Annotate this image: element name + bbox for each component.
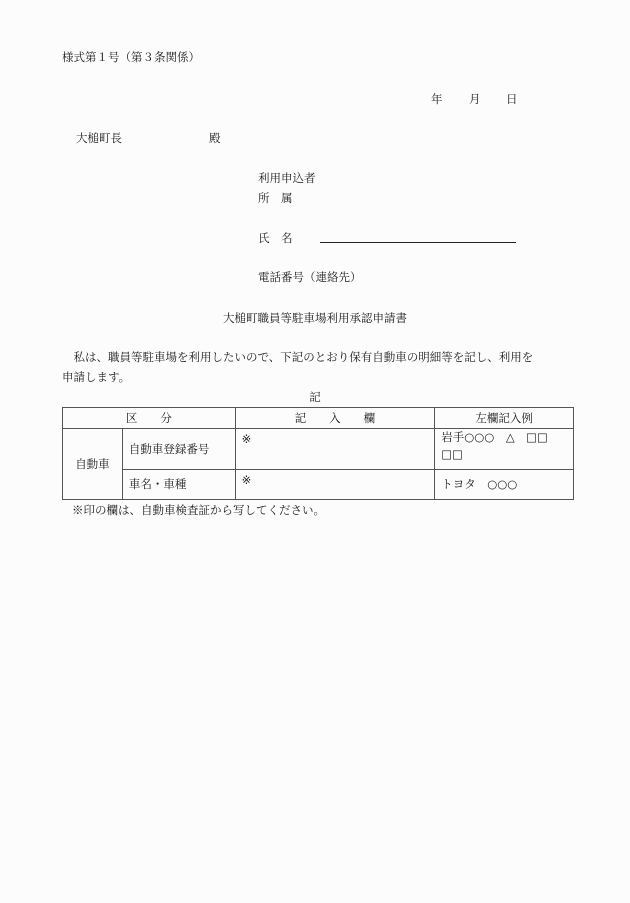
header-example: 左欄記入例 [435, 408, 574, 429]
example-line-1: 岩手○○○ △ □□ [441, 430, 548, 444]
document-title: 大槌町職員等駐車場利用承認申請書 [223, 311, 407, 325]
date-year: 年 [431, 92, 443, 106]
form-number: 様式第１号（第３条関係） [62, 50, 200, 64]
table-header-row [63, 408, 574, 429]
table-row [63, 470, 574, 500]
example-line-2: □□ [441, 447, 463, 461]
footnote: ※印の欄は、自動車検査証から写してください。 [72, 503, 325, 517]
vehicle-detail-table [62, 407, 574, 500]
addressee-name: 大槌町長 [76, 131, 122, 145]
header-entry: 記 入 欄 [235, 408, 435, 429]
asterisk-mark: ※ [241, 473, 252, 487]
date-day: 日 [506, 92, 518, 106]
name-label: 氏 名 [258, 231, 293, 245]
row-item-label: 車名・車種 [122, 470, 235, 500]
body-text-line-2: 申請します。 [62, 370, 131, 384]
addressee-honorific: 殿 [209, 131, 221, 145]
header-category: 区 分 [63, 408, 236, 429]
name-signature-line[interactable] [320, 242, 516, 243]
body-text-line-1: 私は、職員等駐車場を利用したいので、下記のとおり保有自動車の明細等を記し、利用を [62, 350, 534, 364]
asterisk-mark: ※ [241, 432, 252, 446]
row-item-label: 自動車登録番号 [122, 429, 235, 470]
row-example: トヨタ ○○○ [435, 470, 574, 500]
affiliation-label: 所 属 [258, 191, 293, 205]
applicant-heading: 利用申込者 [258, 171, 316, 185]
group-label: 自動車 [63, 429, 123, 500]
row-example [435, 429, 574, 470]
ki-heading: 記 [309, 390, 321, 404]
registration-number-entry[interactable] [235, 429, 435, 470]
date-month: 月 [469, 92, 481, 106]
table-row [63, 429, 574, 470]
phone-label: 電話番号（連絡先） [258, 270, 362, 284]
car-model-entry[interactable] [235, 470, 435, 500]
